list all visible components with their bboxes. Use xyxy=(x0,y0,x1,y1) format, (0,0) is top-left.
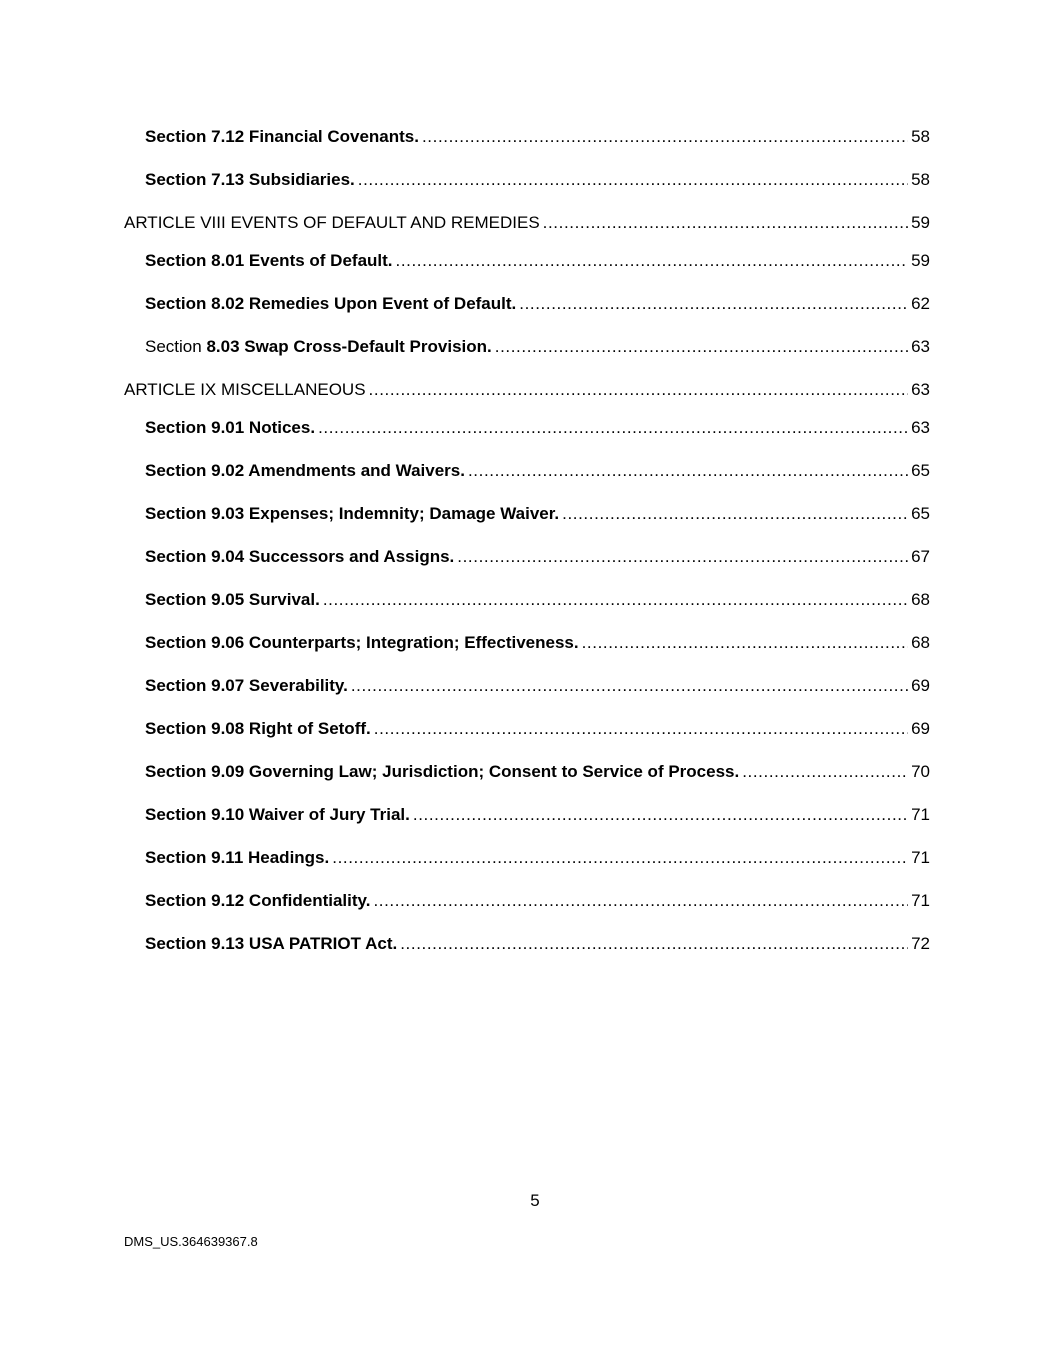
toc-article-viii[interactable] xyxy=(124,213,930,233)
toc-entry-8-01[interactable] xyxy=(145,251,930,271)
toc-entry-9-10[interactable] xyxy=(145,805,930,825)
dot-leader xyxy=(323,590,908,610)
toc-entry-9-02[interactable] xyxy=(145,461,930,481)
toc-entry-page: 71 xyxy=(911,848,930,867)
toc-entry-9-05[interactable] xyxy=(145,590,930,610)
toc-entry-title: Section 9.06 Counterparts; Integration; Effectiveness. xyxy=(145,633,579,652)
toc-entry-page: 58 xyxy=(911,127,930,146)
toc-entry-title: Section 9.08 Right of Setoff. xyxy=(145,719,371,738)
toc-entry-page: 68 xyxy=(911,590,930,609)
toc-entry-9-01[interactable] xyxy=(145,418,930,438)
toc-entry-7-12[interactable] xyxy=(145,127,930,147)
toc-entry-page: 72 xyxy=(911,934,930,953)
toc-entry-7-13[interactable] xyxy=(145,170,930,190)
toc-entry-page: 67 xyxy=(911,547,930,566)
dot-leader xyxy=(358,170,908,190)
toc-entry-page: 59 xyxy=(911,251,930,270)
dot-leader xyxy=(582,633,908,653)
dot-leader xyxy=(519,294,908,314)
toc-entry-title: Section 9.13 USA PATRIOT Act. xyxy=(145,934,398,953)
dot-leader xyxy=(742,762,908,782)
toc-entry-page: 70 xyxy=(911,762,930,781)
document-id: DMS_US.364639367.8 xyxy=(124,1234,258,1249)
dot-leader xyxy=(422,127,908,147)
toc-article-title: ARTICLE IX MISCELLANEOUS xyxy=(124,380,366,399)
toc-entry-page: 68 xyxy=(911,633,930,652)
toc-entry-9-11[interactable] xyxy=(145,848,930,868)
toc-entry-title: Section 9.03 Expenses; Indemnity; Damage Waiver. xyxy=(145,504,560,523)
toc-entry-title: Section 9.07 Severability. xyxy=(145,676,348,695)
toc-entry-title: Section 9.04 Successors and Assigns. xyxy=(145,547,455,566)
toc-entry-title: Section 9.11 Headings. xyxy=(145,848,330,867)
toc-entry-9-06[interactable] xyxy=(145,633,930,653)
toc-entry-page: 65 xyxy=(911,461,930,480)
dot-leader xyxy=(413,805,908,825)
toc-entry-page: 69 xyxy=(911,676,930,695)
toc-entry-page: 63 xyxy=(911,380,930,399)
dot-leader xyxy=(373,891,908,911)
toc-entry-9-12[interactable] xyxy=(145,891,930,911)
toc-entry-page: 71 xyxy=(911,891,930,910)
toc-entry-9-04[interactable] xyxy=(145,547,930,567)
toc-entry-title: Section 9.01 Notices. xyxy=(145,418,316,437)
toc-entry-page: 58 xyxy=(911,170,930,189)
toc-entry-page: 63 xyxy=(911,418,930,437)
dot-leader xyxy=(457,547,908,567)
toc-entry-title: Section 7.13 Subsidiaries. xyxy=(145,170,355,189)
dot-leader xyxy=(374,719,908,739)
toc-entry-title: Section 9.09 Governing Law; Jurisdiction; Consent to Service of Process. xyxy=(145,762,740,781)
toc-article-ix[interactable] xyxy=(124,380,930,400)
toc-entry-9-03[interactable] xyxy=(145,504,930,524)
dot-leader xyxy=(543,213,908,233)
dot-leader xyxy=(468,461,908,481)
toc-entry-title: Section 9.12 Confidentiality. xyxy=(145,891,371,910)
toc-entry-8-03[interactable] xyxy=(145,337,930,357)
dot-leader xyxy=(369,380,909,400)
toc-entry-page: 71 xyxy=(911,805,930,824)
dot-leader xyxy=(332,848,908,868)
toc-entry-page: 59 xyxy=(911,213,930,232)
toc-entry-page: 69 xyxy=(911,719,930,738)
toc-entry-8-02[interactable] xyxy=(145,294,930,314)
page-number: 5 xyxy=(530,1191,540,1210)
dot-leader xyxy=(562,504,908,524)
dot-leader xyxy=(351,676,908,696)
toc-entry-title: Section 8.03 Swap Cross-Default Provision. xyxy=(145,337,492,356)
toc-entry-title: Section 7.12 Financial Covenants. xyxy=(145,127,419,146)
dot-leader xyxy=(396,251,909,271)
toc-entry-title: Section 9.10 Waiver of Jury Trial. xyxy=(145,805,410,824)
toc-entry-page: 62 xyxy=(911,294,930,313)
toc-entry-title: Section 8.01 Events of Default. xyxy=(145,251,393,270)
toc-entry-page: 65 xyxy=(911,504,930,523)
dot-leader xyxy=(318,418,908,438)
toc-entry-title: Section 9.02 Amendments and Waivers. xyxy=(145,461,465,480)
dot-leader xyxy=(400,934,908,954)
toc-entry-9-13[interactable] xyxy=(145,934,930,954)
toc-entry-page: 63 xyxy=(911,337,930,356)
toc-article-title: ARTICLE VIII EVENTS OF DEFAULT AND REMEDIES xyxy=(124,213,540,232)
dot-leader xyxy=(495,337,908,357)
toc-entry-title: Section 9.05 Survival. xyxy=(145,590,320,609)
toc-entry-9-07[interactable] xyxy=(145,676,930,696)
toc-entry-9-09[interactable] xyxy=(145,762,930,782)
toc-entry-title: Section 8.02 Remedies Upon Event of Default. xyxy=(145,294,517,313)
toc-entry-9-08[interactable] xyxy=(145,719,930,739)
